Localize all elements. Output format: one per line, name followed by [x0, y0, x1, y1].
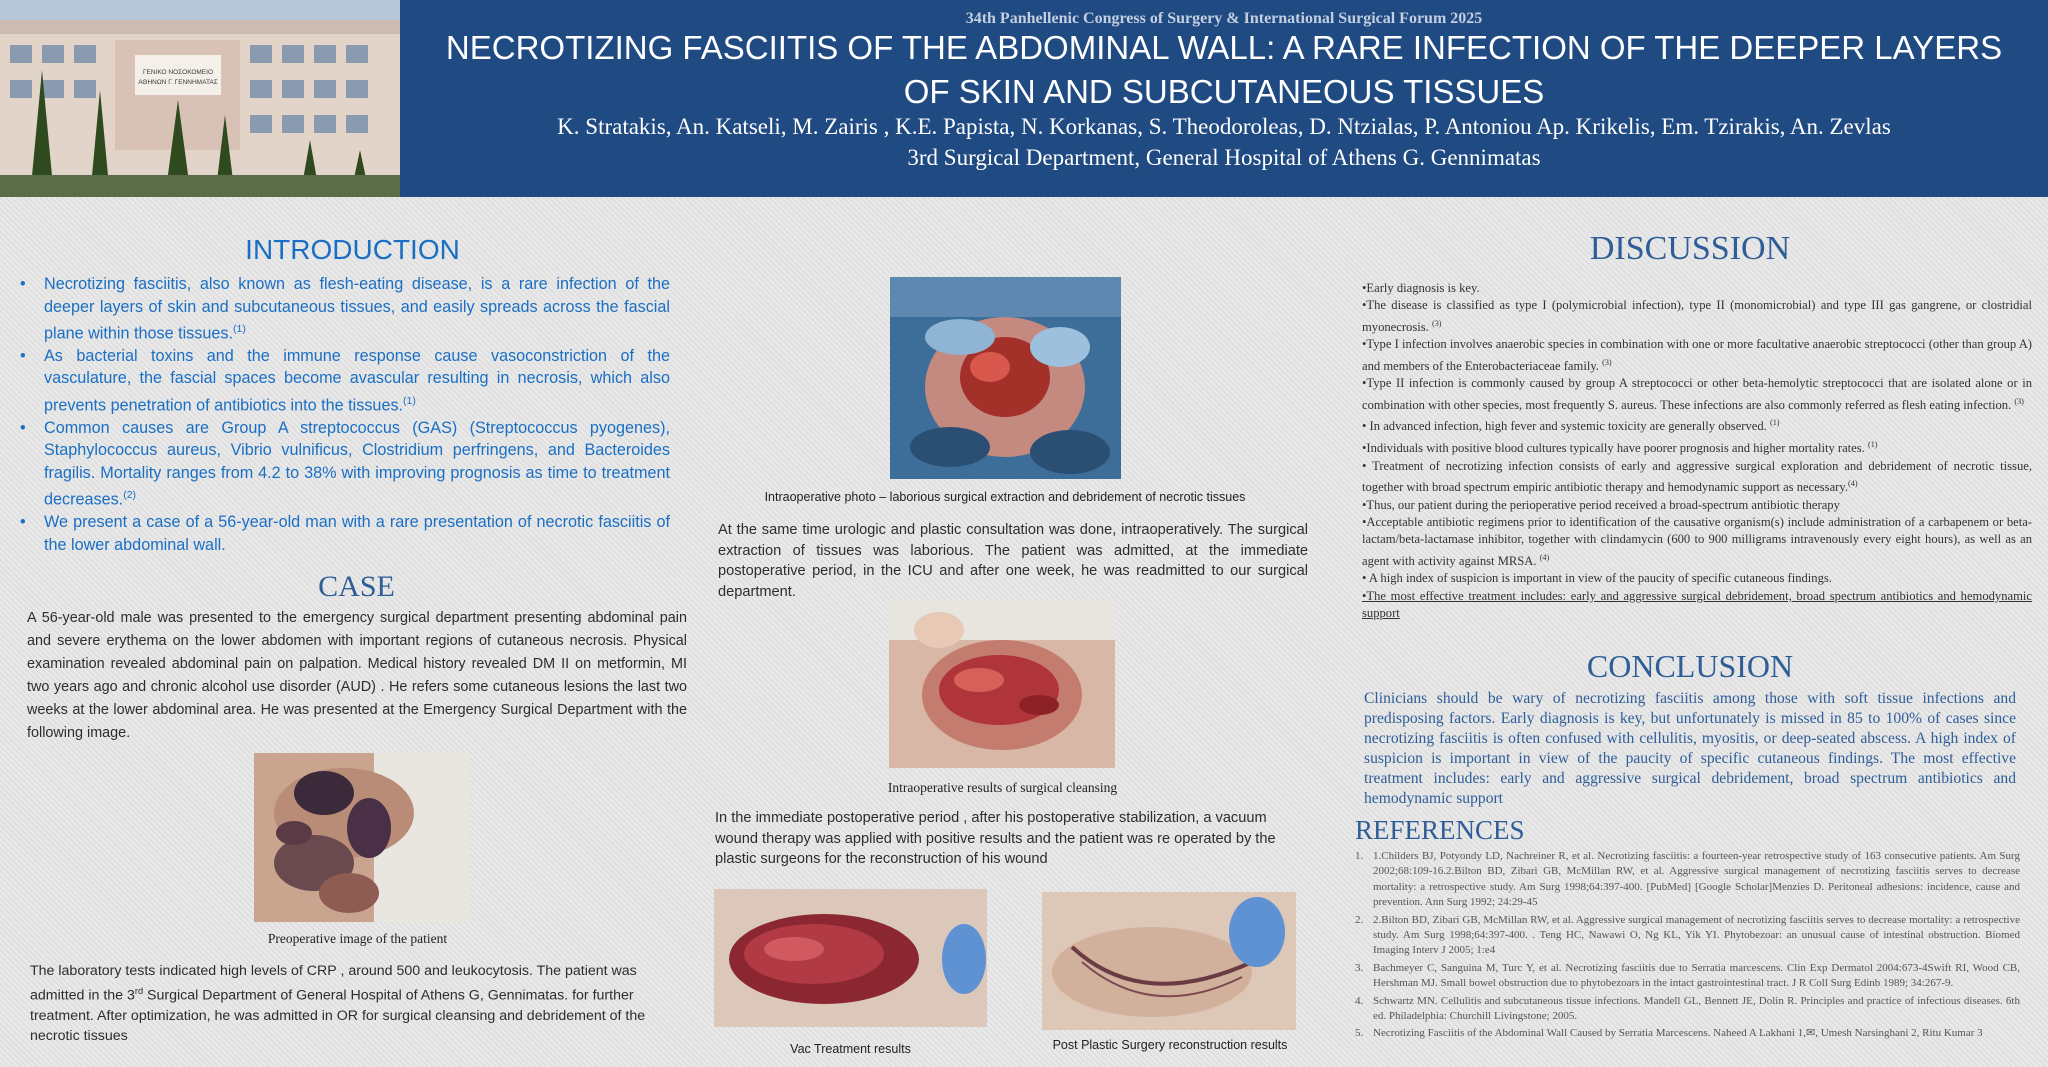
authors: K. Stratakis, An. Katseli, M. Zairis , K.E. Papista, N. Korkanas, S. Theodoroleas, D. Ntzialas, P. Antoniou Ap. Krikelis, Em. Tzirakis, An. Zevlas [557, 114, 1891, 139]
introduction-item: • Common causes are Group A streptococcus (GAS) (Streptococcus pyogenes), Staphylococcus aureus, Vibrio vulnificus, Clostridium perfringens, and Bacteroides fragilis. Mortality ranges from 4.2 to 38% with improving prognosis as time to treatment decreases.$^{(2)}$ [20, 417, 670, 511]
header-text-block [400, 0, 2048, 197]
conclusion-heading: CONCLUSION [1586, 648, 1794, 684]
discussion-item: •Type II infection is commonly caused by group A streptococci or other beta-hemolytic streptococci that are isolated alone or in combination with other species, most frequently S. aureus. These infections are also commonly referred as flesh eating infection. $^{(3)}$ [1362, 376, 2032, 412]
congress-name: 34th Panhellenic Congress of Surgery & International Surgical Forum 2025 [965, 10, 1483, 27]
discussion-item: •The disease is classified as type I (polymicrobial infection), type II (monomicrobial) and type III gas gangrene, or clostridial myonecrosis. $^{(3)}$ [1362, 298, 2032, 334]
references-list [1355, 849, 2020, 1044]
intraoperative-caption: Intraoperative photo – laborious surgical extraction and debridement of necrotic tissues [764, 490, 1246, 504]
reference-item: 3. Bachmeyer C, Sanguina M, Turc Y, et al. Necrotizing fasciitis due to Serratia marcescens. Clin Exp Dermatol 2004:673-4Swift RI, Wood CB, Hershman MJ. Small bowel obstruction due to phytobezoars in the intact gastrointestinal tract. J R Coll Surg Edinb 1989; 34:267-9. [1355, 961, 2020, 990]
reference-item: 4. Schwartz MN. Cellulitis and subcutaneous tissue infections. Mandell GL, Bennett JE, Dolin R. Principles and practice of infectious diseases. 6th ed. Philadelphia: Churchill Livingstone; 2005. [1355, 994, 2020, 1023]
plastic-caption: Post Plastic Surgery reconstruction results [1052, 1038, 1288, 1052]
discussion-heading: DISCUSSION [1589, 230, 1791, 267]
discussion-item: •Thus, our patient during the perioperative period received a broad-spectrum antibiotic therapy [1362, 497, 1840, 512]
reference-item: 5. Necrotizing Fasciitis of the Abdominal Wall Caused by Serratia Marcescens. Naheed A Lakhani 1,✉, Umesh Narsinghani 2, Ritu Kumar 3 [1355, 1027, 1983, 1040]
hospital-building-photo [0, 0, 400, 197]
poster-title: NECROTIZING FASCIITIS OF THE ABDOMINAL WALL: A RARE INFECTION OF THE DEEPER LAYERS OF SKIN AND SUBCUTANEOUS TISSUES [445, 29, 2003, 110]
discussion-item: • Treatment of necrotizing infection consists of early and aggressive surgical exploration and debridement of necrotic tissue, together with broad spectrum empiric antibiotic therapy and hemodynamic support as necessary.$^{(4)}$ [1362, 458, 2032, 495]
department: 3rd Surgical Department, General Hospital of Athens G. Gennimatas [907, 145, 1541, 170]
discussion-item: • A high index of suspicion is important in view of the paucity of specific cutaneous findings. [1362, 571, 1832, 586]
intraoperative-photo [890, 277, 1121, 479]
reference-item: 2. 2.Bilton BD, Zibari GB, McMillan RW, et al. Aggressive surgical management of necrotizing fasciitis serves to decrease mortality: a retrospective study. Am Surg 1998;64:397-400. . Teng HC, Nawawi O, Ng KL, Yik YI. Phytobezoar: an unusual cause of intestinal obstruction. Biomed Imaging Interv J 2005; 1:e4 [1355, 913, 2020, 957]
discussion-item-underlined: •The most effective treatment includes: early and aggressive surgical debridement, broad spectrum antibiotics and hemodynamic support [1362, 588, 2032, 621]
poster-header [0, 0, 2048, 197]
preoperative-caption: Preoperative image of the patient [267, 931, 448, 946]
plastic-surgery-photo [1042, 892, 1296, 1030]
svg-text:ΑΘΗΝΩΝ Γ. ΓΕΝΝΗΜΑΤΑΣ: ΑΘΗΝΩΝ Γ. ΓΕΝΝΗΜΑΤΑΣ [138, 79, 218, 86]
vac-caption: Vac Treatment results [790, 1042, 911, 1056]
case-heading: CASE [318, 570, 395, 603]
postoperative-text: In the immediate postoperative period , after his postoperative stabilization, a vacuum wound therapy was applied with positive results and the patient was re operated by the plastic surgeons for the reconstruction of his wound [715, 810, 1276, 867]
reference-item: 1. 1.Childers BJ, Potyondy LD, Nachreiner R, et al. Necrotizing fasciitis: a fourteen-year retrospective study of 163 consecutive patients. Am Surg 2002;68:109-16.2.Bilton BD, Zibari GB, McMillan RW, et al. Aggressive surgical management of necrotizing fasciitis serves to decrease mortality: a retrospective study. Am Surg 1998;64:397-400. [PubMed] [Google Scholar]Menzies D. Peritoneal adhesions: incidence, cause and prevention. Ann Surg 1992; 24:29-45 [1355, 850, 2020, 909]
preoperative-photo [254, 753, 470, 922]
discussion-list [1362, 280, 2032, 623]
conclusion-text: Clinicians should be wary of necrotizing fasciitis among those with soft tissue infections and predisposing factors. Early diagnosis is key, but unfortunately is missed in 85 to 100% of cases since necrotizing fasciitis is often confused with cellulitis, myositis, or deep-seated abscess. A high index of suspicion is important in view of the paucity of specific cutaneous findings. The most effective treatment includes: early and aggressive surgical debridement, broad spectrum antibiotics and hemodynamic support [1364, 690, 2016, 807]
discussion-item: • In advanced infection, high fever and systemic toxicity are generally observed. $^{(1)}$ [1362, 418, 1780, 434]
laboratory-text: The laboratory tests indicated high levels of CRP , around 500 and leukocytosis. The patient was admitted in the 3rd Surgical Department of General Hospital of Athens G, Gennimatas. for further treatment. After optimization, he was admitted in OR for surgical cleansing and debridement of the necrotic tissues [30, 963, 646, 1044]
introduction-item: • We present a case of a 56-year-old man with a rare presentation of necrotic fasciitis of the lower abdominal wall. [20, 511, 670, 556]
discussion-item: •Individuals with positive blood cultures typically have poorer prognosis and higher mortality rates. $^{(1)}$ [1362, 440, 1878, 456]
surgical-cleansing-photo [889, 600, 1115, 768]
introduction-heading: INTRODUCTION [245, 234, 460, 265]
discussion-item: •Early diagnosis is key. [1362, 281, 1480, 295]
cleansing-caption: Intraoperative results of surgical cleansing [887, 780, 1118, 795]
introduction-item: • As bacterial toxins and the immune response cause vasoconstriction of the vasculature, the fascial spaces become avascular resulting in necrosis, which also prevents penetration of antibiotics into the tissues.$^{(1)}$ [20, 345, 670, 417]
svg-text:ΓΕΝΙΚΟ ΝΟΣΟΚΟΜΕΙΟ: ΓΕΝΙΚΟ ΝΟΣΟΚΟΜΕΙΟ [142, 69, 214, 76]
case-description: A 56-year-old male was presented to the emergency surgical department presenting abdominal pain and severe erythema on the lower abdomen with important regions of cutaneous necrosis. Physical examination revealed abdominal pain on palpation. Medical history revealed DM II on metformin, MI two years ago and chronic alcohol use disorder (AUD) . He refers some cutaneous lesions the last two weeks at the lower abdominal area. He was presented at the Emergency Surgical Department with the following image. [27, 610, 687, 741]
discussion-item: •Acceptable antibiotic regimens prior to identification of the causative organism(s) include administration of a carbapenem or beta-lactam/beta-lactamase inhibitor, together with clindamycin (600 to 900 milligrams intravenously every eight hours), as well as an agent with activity against MRSA. $^{(4)}$ [1362, 515, 2032, 568]
introduction-list [20, 273, 670, 556]
consultation-text: At the same time urologic and plastic consultation was done, intraoperatively. The surgical extraction of tissues was laborious. The patient was admitted, at the immediate postoperative period, in the ICU and after one week, he was readmitted to our surgical department. [718, 522, 1308, 600]
discussion-item: •Type I infection involves anaerobic species in combination with one or more facultative anaerobic streptococci (other than group A) and members of the Enterobacteriaceae family. $^{(3)}$ [1362, 337, 2032, 373]
introduction-item: • Necrotizing fasciitis, also known as flesh-eating disease, is a rare infection of the deeper layers of skin and subcutaneous tissues, and easily spreads across the fascial plane within those tissues.$^{(1)}$ [20, 273, 670, 345]
references-heading: REFERENCES [1355, 815, 1525, 845]
vac-treatment-photo [714, 889, 987, 1027]
